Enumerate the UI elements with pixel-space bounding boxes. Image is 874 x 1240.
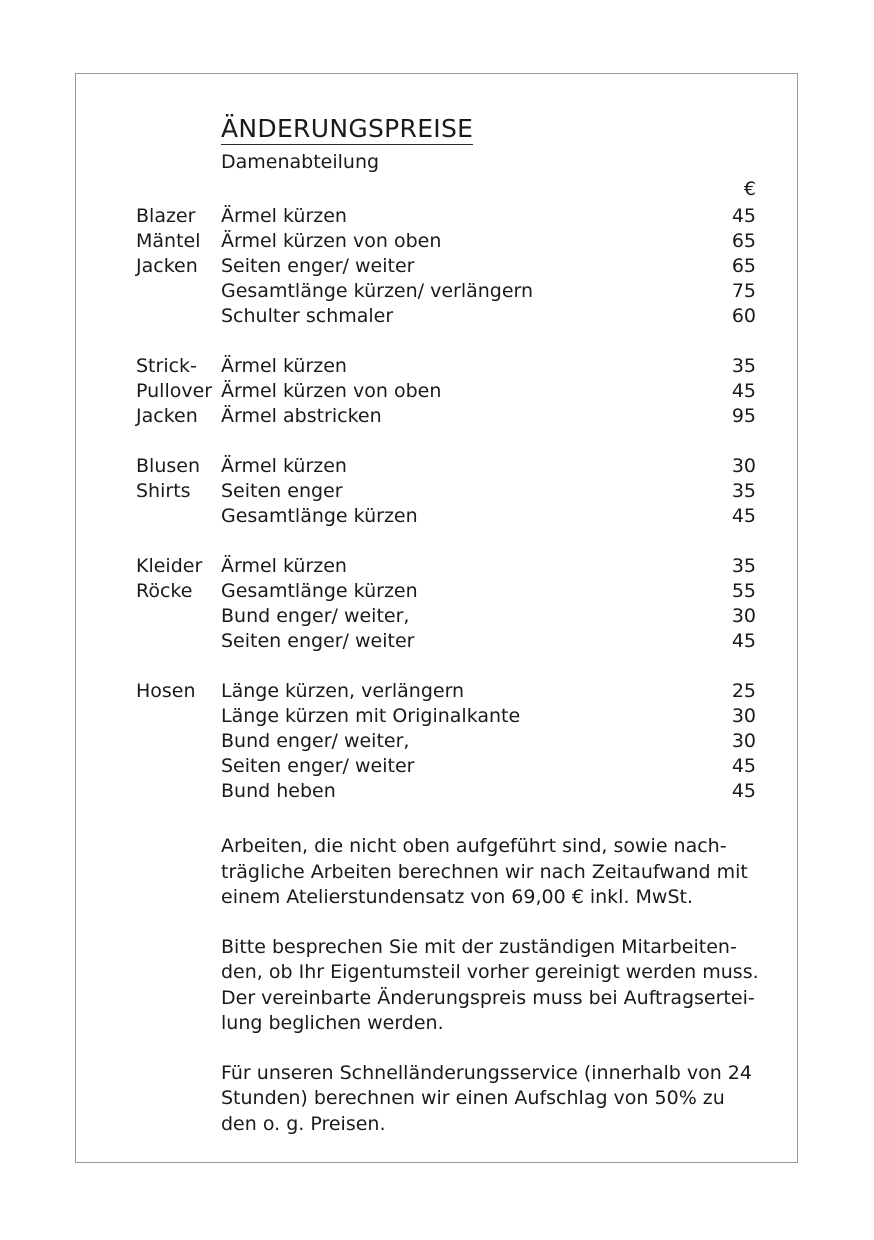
currency-symbol: €	[743, 178, 756, 200]
group-spacer	[136, 654, 756, 679]
service-price: 55	[731, 580, 756, 602]
service-price: 65	[731, 255, 756, 277]
service-price: 30	[731, 605, 756, 627]
garment-category	[136, 504, 221, 529]
service-description: Ärmel kürzen	[221, 205, 347, 227]
spacer-cell	[661, 529, 756, 554]
garment-category	[136, 704, 221, 729]
service-description: Ärmel kürzen	[221, 555, 347, 577]
table-row	[136, 279, 756, 304]
group-spacer	[136, 529, 756, 554]
currency-header-row	[136, 177, 756, 204]
spacer-cell	[221, 429, 661, 454]
service-price: 45	[731, 755, 756, 777]
service-description: Länge kürzen mit Originalkante	[221, 705, 521, 727]
table-row	[136, 729, 756, 754]
note-line: den o. g. Preisen.	[221, 1112, 386, 1135]
spacer-cell	[661, 329, 756, 354]
table-row	[136, 229, 756, 254]
service-price: 45	[731, 380, 756, 402]
spacer-cell	[136, 329, 221, 354]
service-description: Gesamtlänge kürzen/ verlängern	[221, 280, 534, 302]
service-price: 30	[731, 705, 756, 727]
table-row	[136, 754, 756, 779]
garment-category: Kleider	[136, 555, 203, 577]
service-price: 95	[731, 405, 756, 427]
spacer-cell	[221, 654, 661, 679]
note-line: Stunden) berechnen wir einen Aufschlag von 50% zu	[221, 1087, 725, 1109]
garment-category	[136, 754, 221, 779]
service-description: Bund enger/ weiter,	[221, 605, 410, 627]
table-row	[136, 604, 756, 629]
note-line: den, ob Ihr Eigentumsteil vorher gereinigt werden muss.	[221, 961, 759, 983]
service-description: Gesamtlänge kürzen	[221, 580, 418, 602]
group-spacer	[136, 329, 756, 354]
service-price: 30	[731, 455, 756, 477]
service-price: 30	[731, 730, 756, 752]
table-row	[136, 304, 756, 329]
note-line: einem Atelierstundensatz von 69,00 € inkl. MwSt.	[221, 886, 694, 908]
page-subtitle: Damenabteilung	[221, 151, 380, 173]
service-price: 35	[731, 555, 756, 577]
note-line: trägliche Arbeiten berechnen wir nach Zeitaufwand mit	[221, 860, 748, 883]
service-description: Ärmel kürzen	[221, 455, 347, 477]
service-description: Ärmel kürzen	[221, 355, 347, 377]
service-description: Schulter schmaler	[221, 305, 394, 327]
garment-category	[136, 779, 221, 804]
service-price: 65	[731, 230, 756, 252]
service-description: Ärmel kürzen von oben	[221, 230, 442, 252]
garment-category	[136, 729, 221, 754]
garment-category: Shirts	[136, 480, 191, 502]
service-price: 75	[731, 280, 756, 302]
page-content	[136, 114, 759, 1137]
service-price: 45	[731, 205, 756, 227]
garment-category	[136, 279, 221, 304]
table-row	[136, 404, 756, 429]
table-row	[136, 204, 756, 229]
service-price: 35	[731, 480, 756, 502]
note-line: Für unseren Schnelländerungsservice (innerhalb von 24	[221, 1061, 752, 1084]
note-line: lung beglichen werden.	[221, 1012, 444, 1034]
garment-category: Jacken	[136, 405, 198, 427]
service-description: Seiten enger/ weiter	[221, 630, 415, 652]
note-line: Bitte besprechen Sie mit der zuständigen Mitarbeiten-	[221, 935, 737, 958]
spacer-cell	[661, 429, 756, 454]
garment-category: Mäntel	[136, 230, 201, 252]
table-row	[136, 354, 756, 379]
service-price: 60	[731, 305, 756, 327]
note-paragraph	[221, 834, 756, 911]
garment-category: Jacken	[136, 255, 198, 277]
service-price: 45	[731, 505, 756, 527]
page-title: ÄNDERUNGSPREISE	[221, 114, 474, 143]
spacer-cell	[136, 654, 221, 679]
note-line: Der vereinbarte Änderungspreis muss bei Auftragsertei-	[221, 986, 755, 1009]
garment-category	[136, 304, 221, 329]
service-description: Seiten enger	[221, 480, 343, 502]
price-table	[136, 177, 756, 804]
service-description: Ärmel abstricken	[221, 405, 382, 427]
garment-category: Röcke	[136, 580, 193, 602]
table-row	[136, 629, 756, 654]
service-description: Seiten enger/ weiter	[221, 255, 415, 277]
garment-category	[136, 629, 221, 654]
table-row	[136, 779, 756, 804]
spacer-cell	[221, 529, 661, 554]
table-row	[136, 454, 756, 479]
note-paragraph	[221, 1061, 756, 1138]
empty-cell	[221, 177, 661, 204]
table-row	[136, 704, 756, 729]
table-row	[136, 579, 756, 604]
table-row	[136, 679, 756, 704]
note-paragraph	[221, 935, 759, 1037]
garment-category: Hosen	[136, 680, 196, 702]
price-list-page	[75, 73, 798, 1163]
service-price: 25	[731, 680, 756, 702]
service-price: 45	[731, 630, 756, 652]
table-row	[136, 504, 756, 529]
spacer-cell	[136, 529, 221, 554]
service-description: Seiten enger/ weiter	[221, 755, 415, 777]
spacer-cell	[661, 654, 756, 679]
spacer-cell	[221, 329, 661, 354]
service-description: Ärmel kürzen von oben	[221, 380, 442, 402]
empty-cell	[136, 177, 221, 204]
service-description: Gesamtlänge kürzen	[221, 505, 418, 527]
garment-category: Blazer	[136, 205, 196, 227]
service-price: 35	[731, 355, 756, 377]
table-row	[136, 254, 756, 279]
spacer-cell	[136, 429, 221, 454]
table-row	[136, 479, 756, 504]
garment-category	[136, 604, 221, 629]
garment-category: Pullover	[136, 380, 213, 402]
service-description: Bund heben	[221, 780, 336, 802]
garment-category: Blusen	[136, 455, 200, 477]
garment-category: Strick-	[136, 355, 197, 377]
notes-section	[221, 834, 759, 1137]
group-spacer	[136, 429, 756, 454]
table-row	[136, 379, 756, 404]
service-description: Länge kürzen, verlängern	[221, 680, 465, 702]
service-price: 45	[731, 780, 756, 802]
table-row	[136, 554, 756, 579]
service-description: Bund enger/ weiter,	[221, 730, 410, 752]
note-line: Arbeiten, die nicht oben aufgeführt sind, sowie nach-	[221, 835, 727, 857]
